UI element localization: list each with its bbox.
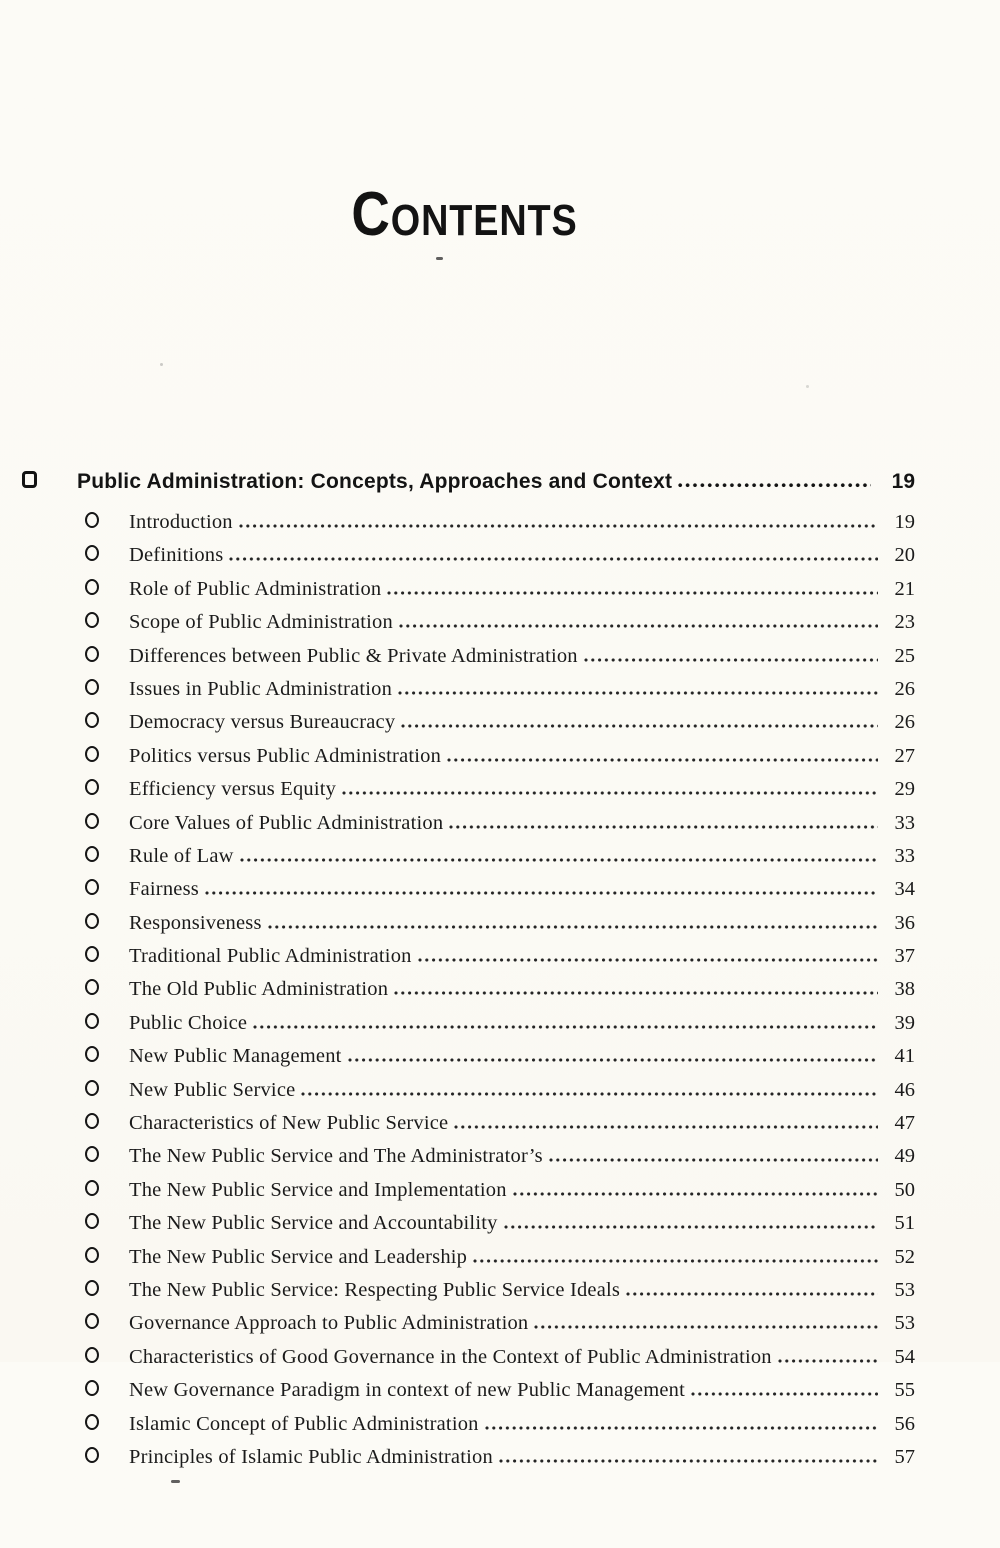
toc-item-row xyxy=(22,1012,915,1045)
circle-bullet-icon xyxy=(85,879,99,895)
toc-item-page: 53 xyxy=(894,1312,915,1335)
toc-item-page: 33 xyxy=(894,844,915,867)
toc-item-row xyxy=(22,1212,915,1245)
toc-item-label: The New Public Service and Accountability xyxy=(129,1212,498,1235)
toc-item-label: Introduction xyxy=(129,511,233,533)
circle-bullet-icon xyxy=(85,1046,99,1062)
toc-item-label: Public Choice xyxy=(129,1011,248,1034)
toc-item-row xyxy=(22,611,915,644)
dot-leader xyxy=(454,1125,878,1129)
circle-bullet-icon xyxy=(85,1280,99,1296)
toc-item-page: 23 xyxy=(894,611,915,634)
circle-bullet-icon xyxy=(85,1247,99,1263)
dot-leader xyxy=(205,891,878,895)
toc-item-label: New Public Service xyxy=(129,1078,296,1101)
dot-leader xyxy=(499,1459,878,1463)
circle-bullet-icon xyxy=(85,679,99,695)
toc-item-page: 41 xyxy=(894,1045,915,1068)
toc-item-page: 21 xyxy=(894,577,915,600)
page-title-rest: ONTENTS xyxy=(391,196,579,245)
toc-chapter-label: Public Administration: Concepts, Approaches and Context xyxy=(77,470,673,493)
toc-item-label: The New Public Service and The Administrator’s xyxy=(129,1145,543,1168)
dot-leader xyxy=(394,991,878,995)
toc-item-row xyxy=(22,845,915,878)
toc-item-page: 51 xyxy=(894,1212,915,1235)
toc-item-label: New Public Management xyxy=(129,1045,342,1068)
table-of-contents xyxy=(0,470,1000,1479)
page-title-initial: C xyxy=(351,180,392,249)
toc-item-page: 26 xyxy=(894,711,915,734)
dot-leader xyxy=(401,724,878,728)
dot-leader xyxy=(447,758,878,762)
toc-item-page: 55 xyxy=(894,1379,915,1402)
square-bullet-icon xyxy=(22,471,37,488)
dot-leader xyxy=(398,691,878,695)
toc-item-page: 38 xyxy=(894,978,915,1001)
toc-item-row xyxy=(22,1279,915,1312)
toc-item-label: Role of Public Administration xyxy=(129,577,382,600)
toc-item-label: Politics versus Public Administration xyxy=(129,744,442,767)
toc-item-label: Responsiveness xyxy=(129,911,262,934)
toc-item-row xyxy=(22,945,915,978)
circle-bullet-icon xyxy=(85,1213,99,1229)
toc-item-label: Issues in Public Administration xyxy=(129,677,393,700)
circle-bullet-icon xyxy=(85,512,99,528)
dot-leader xyxy=(449,825,878,829)
toc-item-row xyxy=(22,1446,915,1479)
dot-leader xyxy=(399,624,878,628)
circle-bullet-icon xyxy=(85,1414,99,1430)
circle-bullet-icon xyxy=(85,1113,99,1129)
circle-bullet-icon xyxy=(85,579,99,595)
toc-item-label: Democracy versus Bureaucracy xyxy=(129,711,396,734)
toc-item-row xyxy=(22,711,915,744)
dot-leader xyxy=(387,591,878,595)
toc-item-label: New Governance Paradigm in context of new Public Management xyxy=(129,1379,686,1402)
page-title xyxy=(0,180,930,250)
toc-item-label: Differences between Public & Private Administration xyxy=(129,644,578,667)
toc-item-row xyxy=(22,978,915,1011)
toc-item-row xyxy=(22,645,915,678)
dot-leader xyxy=(268,925,878,929)
dot-leader xyxy=(513,1192,878,1196)
toc-item-row xyxy=(22,544,915,577)
toc-item-row xyxy=(22,912,915,945)
circle-bullet-icon xyxy=(85,979,99,995)
toc-item-row xyxy=(22,1413,915,1446)
dot-leader xyxy=(229,557,878,561)
toc-item-row xyxy=(22,1246,915,1279)
toc-item-label: Fairness xyxy=(129,878,199,901)
dot-leader xyxy=(348,1058,878,1062)
toc-item-row xyxy=(22,1045,915,1078)
toc-item-page: 50 xyxy=(894,1178,915,1201)
circle-bullet-icon xyxy=(85,913,99,929)
toc-item-row xyxy=(22,1312,915,1345)
toc-item-row xyxy=(22,1179,915,1212)
scanned-toc-page xyxy=(0,180,1000,1548)
toc-item-label: Principles of Islamic Public Administration xyxy=(129,1445,493,1468)
toc-item-label: The New Public Service and Leadership xyxy=(129,1245,468,1268)
toc-item-page: 20 xyxy=(894,544,915,567)
dot-leader xyxy=(549,1158,878,1162)
circle-bullet-icon xyxy=(85,545,99,561)
toc-item-label: The New Public Service and Implementation xyxy=(129,1178,507,1201)
toc-item-label: Definitions xyxy=(129,544,224,567)
dot-leader xyxy=(778,1359,878,1363)
dot-leader xyxy=(239,524,878,528)
dot-leader xyxy=(342,791,878,795)
toc-item-row xyxy=(22,778,915,811)
toc-item-label: Core Values of Public Administration xyxy=(129,811,444,834)
toc-item-label: Characteristics of Good Governance in the Context of Public Administration xyxy=(129,1345,772,1368)
circle-bullet-icon xyxy=(85,946,99,962)
toc-item-page: 47 xyxy=(894,1112,915,1135)
circle-bullet-icon xyxy=(85,1447,99,1463)
toc-item-row xyxy=(22,1079,915,1112)
toc-item-label: The Old Public Administration xyxy=(129,978,389,1001)
toc-item-page: 34 xyxy=(894,878,915,901)
toc-item-label: Efficiency versus Equity xyxy=(129,778,337,801)
circle-bullet-icon xyxy=(85,746,99,762)
toc-item-label: Traditional Public Administration xyxy=(129,945,412,968)
toc-chapter-row xyxy=(22,470,915,504)
dot-leader xyxy=(504,1225,878,1229)
dot-leader xyxy=(253,1025,878,1029)
toc-item-page: 25 xyxy=(894,644,915,667)
toc-item-row xyxy=(22,1145,915,1178)
toc-item-page: 29 xyxy=(894,778,915,801)
toc-item-page: 37 xyxy=(894,945,915,968)
toc-item-row xyxy=(22,578,915,611)
circle-bullet-icon xyxy=(85,779,99,795)
toc-item-label: Rule of Law xyxy=(129,844,234,867)
toc-item-label: Governance Approach to Public Administration xyxy=(129,1312,529,1335)
dot-leader xyxy=(485,1426,878,1430)
dot-leader xyxy=(534,1325,878,1329)
dot-leader xyxy=(691,1392,878,1396)
toc-item-label: Scope of Public Administration xyxy=(129,611,393,634)
dot-leader xyxy=(473,1259,878,1263)
toc-item-page: 27 xyxy=(894,744,915,767)
dot-leader xyxy=(301,1092,878,1096)
circle-bullet-icon xyxy=(85,1347,99,1363)
circle-bullet-icon xyxy=(85,1313,99,1329)
circle-bullet-icon xyxy=(85,712,99,728)
toc-item-label: The New Public Service: Respecting Public Service Ideals xyxy=(129,1278,621,1301)
toc-item-label: Characteristics of New Public Service xyxy=(129,1112,449,1135)
toc-item-row xyxy=(22,678,915,711)
circle-bullet-icon xyxy=(85,1013,99,1029)
scan-speck xyxy=(436,257,443,260)
dot-leader xyxy=(584,658,878,662)
toc-item-page: 57 xyxy=(894,1445,915,1468)
toc-item-row xyxy=(22,878,915,911)
scan-speck xyxy=(171,1480,180,1483)
circle-bullet-icon xyxy=(85,612,99,628)
toc-item-row xyxy=(22,1379,915,1412)
circle-bullet-icon xyxy=(85,1380,99,1396)
toc-item-row xyxy=(22,745,915,778)
toc-item-row xyxy=(22,1112,915,1145)
circle-bullet-icon xyxy=(85,813,99,829)
toc-item-page: 26 xyxy=(894,677,915,700)
toc-item-page: 54 xyxy=(894,1345,915,1368)
toc-item-page: 52 xyxy=(894,1245,915,1268)
circle-bullet-icon xyxy=(85,1146,99,1162)
toc-item-row xyxy=(22,511,915,544)
dot-leader xyxy=(626,1292,878,1296)
dot-leader xyxy=(418,958,878,962)
toc-item-label: Islamic Concept of Public Administration xyxy=(129,1412,479,1435)
circle-bullet-icon xyxy=(85,1080,99,1096)
toc-item-page: 39 xyxy=(894,1011,915,1034)
toc-item-page: 36 xyxy=(894,911,915,934)
toc-item-row xyxy=(22,1346,915,1379)
toc-chapter-page: 19 xyxy=(891,470,915,493)
circle-bullet-icon xyxy=(85,846,99,862)
toc-item-page: 19 xyxy=(894,511,915,533)
circle-bullet-icon xyxy=(85,1180,99,1196)
circle-bullet-icon xyxy=(85,646,99,662)
scan-speck xyxy=(806,385,809,388)
dot-leader xyxy=(678,483,871,488)
toc-item-row xyxy=(22,812,915,845)
toc-item-page: 46 xyxy=(894,1078,915,1101)
scan-speck xyxy=(160,363,163,366)
toc-item-page: 49 xyxy=(894,1145,915,1168)
dot-leader xyxy=(240,858,878,862)
toc-item-list xyxy=(22,511,915,1479)
toc-item-page: 33 xyxy=(894,811,915,834)
toc-item-page: 53 xyxy=(894,1278,915,1301)
toc-item-page: 56 xyxy=(894,1412,915,1435)
